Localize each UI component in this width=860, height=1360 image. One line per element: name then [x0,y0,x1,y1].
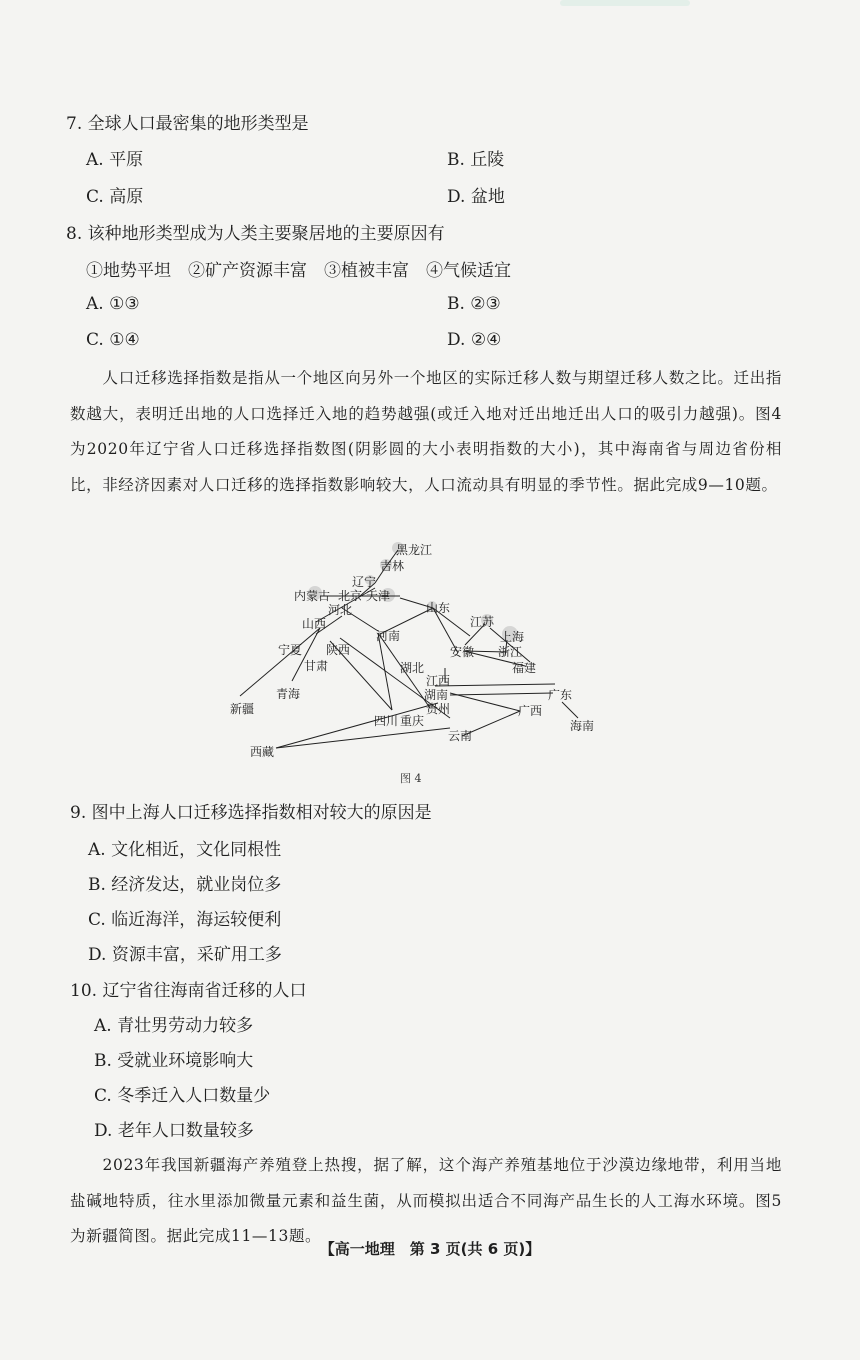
label-liaoning: 辽宁 [352,575,377,589]
passage-xinjiang-seafood: 2023年我国新疆海产养殖登上热搜，据了解，这个海产养殖基地位于沙漠边缘地带，利用当地盐碱地特质，往水里添加微量元素和益生菌，从而模拟出适合不同海产品生长的人工海水环境。图5为新疆简图。据此完成11—13题。 [70,1156,782,1245]
label-sichuan: 四川 [374,714,399,728]
label-qinghai: 青海 [276,687,301,701]
page-footer: 【高一地理 第 3 页(共 6 页)】 [319,1240,541,1258]
label-hunan: 湖南 [424,688,449,702]
top-edge-artifact [560,0,690,6]
q9-option-a: A. 文化相近，文化同根性 [88,840,282,860]
label-hebei: 河北 [328,603,353,617]
q10-option-c: C. 冬季迁入人口数量少 [94,1086,271,1106]
q8-factors: ①地势平坦 ②矿产资源丰富 ③植被丰富 ④气候适宜 [86,261,511,281]
figure4-caption: 图 4 [400,772,422,785]
label-hubei: 湖北 [400,661,425,675]
q8-option-a: A. ①③ [86,294,140,314]
label-anhui: 安徽 [450,645,475,659]
label-neimenggu: 内蒙古 [294,589,331,603]
label-chongqing: 重庆 [400,714,425,728]
label-hainan: 海南 [570,719,595,733]
label-jiangsu: 江苏 [470,615,495,629]
label-jilin: 吉林 [380,559,405,573]
label-guangdong: 广东 [548,688,573,702]
label-jiangxi: 江西 [426,674,451,688]
q7-option-b: B. 丘陵 [447,150,505,170]
label-fujian: 福建 [512,661,537,675]
q8-option-c: C. ①④ [86,330,140,350]
q8-option-b: B. ②③ [447,294,501,314]
q7-stem: 7. 全球人口最密集的地形类型是 [66,114,309,134]
label-ningxia: 宁夏 [278,643,303,657]
label-guizhou: 贵州 [426,702,451,716]
figure4-migration-network [220,538,620,768]
label-yunnan: 云南 [448,729,473,743]
q7-option-d: D. 盆地 [447,187,505,207]
q10-option-a: A. 青壮男劳动力较多 [94,1016,254,1036]
q10-stem: 10. 辽宁省往海南省迁移的人口 [70,981,307,1001]
label-shanghai: 上海 [500,630,525,644]
q7-option-c: C. 高原 [86,187,144,207]
q8-option-d: D. ②④ [447,330,502,350]
q8-stem: 8. 该种地形类型成为人类主要聚居地的主要原因有 [66,224,445,244]
label-shandong: 山东 [426,601,451,615]
passage-migration-index: 人口迁移选择指数是指从一个地区向另外一个地区的实际迁移人数与期望迁移人数之比。迁出指数越大，表明迁出地的人口选择迁入地的趋势越强(或迁入地对迁出地迁出人口的吸引力越强)。图4为2020年辽宁省人口迁移选择指数图(阴影圆的大小表明指数的大小)，其中海南省与周边省份相比，非经济因素对人口迁移的选择指数影响较大，人口流动具有明显的季节性。据此完成9—10题。 [70,369,782,494]
q9-option-c: C. 临近海洋，海运较便利 [88,910,282,930]
q10-option-d: D. 老年人口数量较多 [94,1121,254,1141]
label-henan: 河南 [376,629,401,643]
label-xinjiang: 新疆 [230,702,255,716]
label-zhejiang: 浙江 [498,645,523,659]
label-xizang: 西藏 [250,745,275,759]
q9-option-b: B. 经济发达，就业岗位多 [88,875,282,895]
label-gansu: 甘肃 [304,659,329,673]
q9-option-d: D. 资源丰富，采矿用工多 [88,945,282,965]
label-shanxi: 山西 [302,617,327,631]
label-guangxi: 广西 [518,704,543,718]
label-tianjin: 天津 [366,589,391,603]
q7-option-a: A. 平原 [86,150,144,170]
province-labels [230,542,594,759]
q9-stem: 9. 图中上海人口迁移选择指数相对较大的原因是 [70,803,432,823]
label-shaanxi: 陕西 [326,643,351,657]
label-heilongjiang: 黑龙江 [396,543,433,557]
q10-option-b: B. 受就业环境影响大 [94,1051,254,1071]
label-beijing: 北京 [338,589,363,603]
